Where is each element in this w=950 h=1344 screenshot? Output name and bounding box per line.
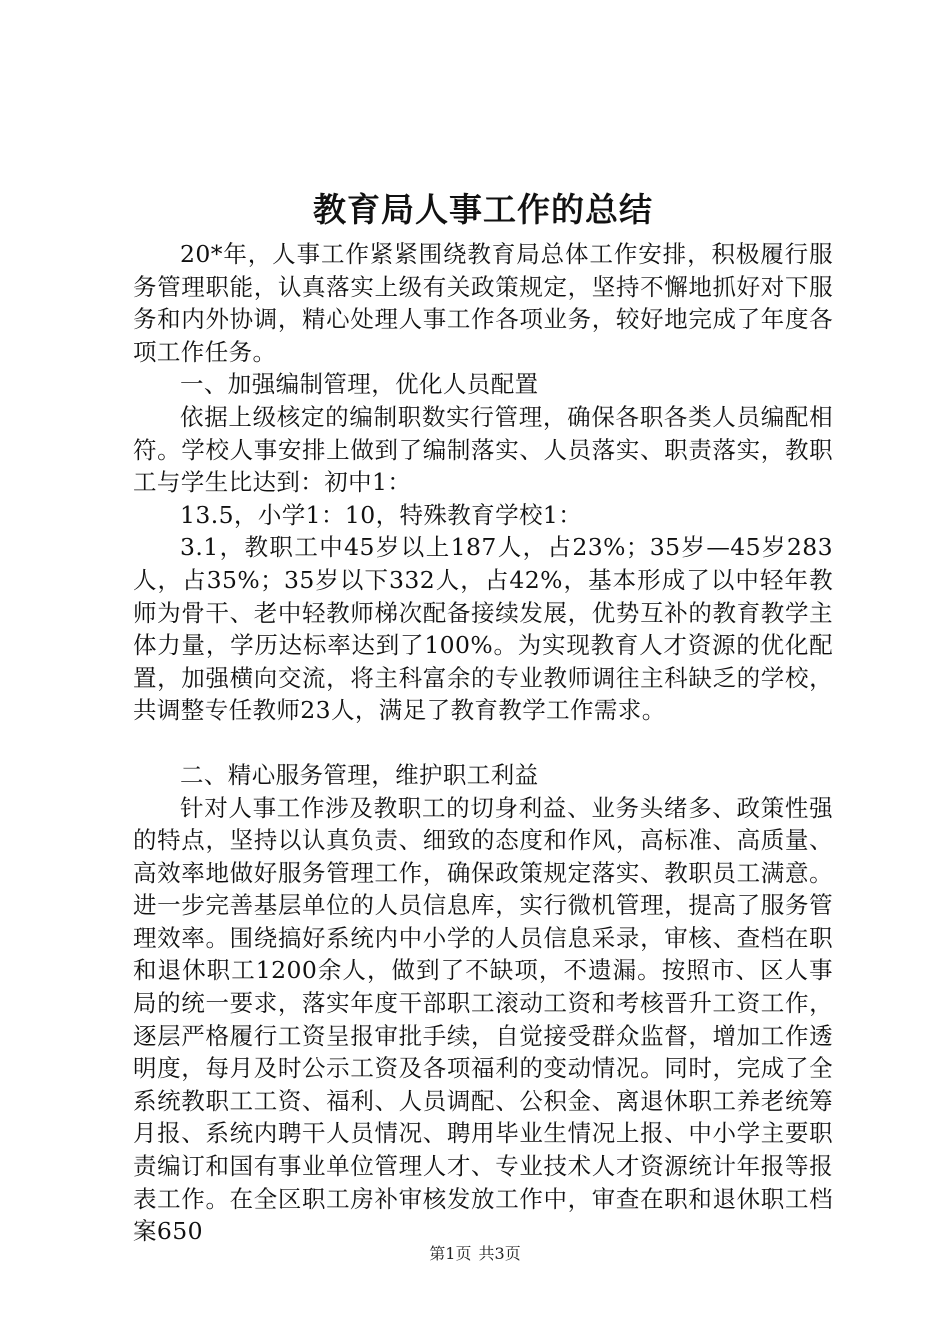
document-body [133,182,833,1248]
page-total: 共3页 [478,1244,521,1263]
paragraph-service: 针对人事工作涉及教职工的切身利益、业务头绪多、政策性强的特点，坚持以认真负责、细致的态度和作风，高标准、高质量、高效率地做好服务管理工作，确保政策规定落实、教职员工满意。进一步完善基层单位的人员信息库，实行微机管理，提高了服务管理效率。围绕搞好系统内中小学的人员信息采录，审核、查档在职和退休职工1200余人，做到了不缺项，不遗漏。按照市、区人事局的统一要求，落实年度干部职工滚动工资和考核晋升工资工作，逐层严格履行工资呈报审批手续，自觉接受群众监督，增加工作透明度，每月及时公示工资及各项福利的变动情况。同时，完成了全系统教职工工资、福利、人员调配、公积金、离退休职工养老统筹月报、系统内聘干人员情况、聘用毕业生情况上报、中小学主要职责编订和国有事业单位管理人才、专业技术人才资源统计年报等报表工作。在全区职工房补审核发放工作中，审查在职和退休职工档案650 [133,793,833,1246]
page-number: 第1页 [429,1244,472,1263]
document-title: 教育局人事工作的总结 [313,190,653,229]
paragraph-staffing: 依据上级核定的编制职数实行管理，确保各职各类人员编配相符。学校人事安排上做到了编制落实、人员落实、职责落实，教职工与学生比达到：初中1： [133,402,833,497]
paragraph-intro: 20*年，人事工作紧紧围绕教育局总体工作安排，积极履行服务管理职能，认真落实上级有关政策规定，坚持不懈地抓好对下服务和内外协调，精心处理人事工作各项业务，较好地完成了年度各项工作任务。 [133,240,833,366]
section-heading-2: 二、精心服务管理，维护职工利益 [180,760,539,789]
page-footer [0,1244,950,1264]
section-heading-1: 一、加强编制管理，优化人员配置 [180,370,539,399]
paragraph-age-structure: 3.1，教职工中45岁以上187人，占23%；35岁—45岁283人，占35%；35岁以下332人，占42%，基本形成了以中轻年教师为骨干、老中轻教师梯次配备接续发展，优势互补的教育教学主体力量，学历达标率达到了100%。为实现教育人才资源的优化配置，加强横向交流，将主科富余的专业教师调往主科缺乏的学校，共调整专任教师23人，满足了教育教学工作需求。 [133,533,833,725]
paragraph-gap [133,727,833,759]
paragraph-ratio: 13.5，小学1：10，特殊教育学校1： [180,500,583,529]
